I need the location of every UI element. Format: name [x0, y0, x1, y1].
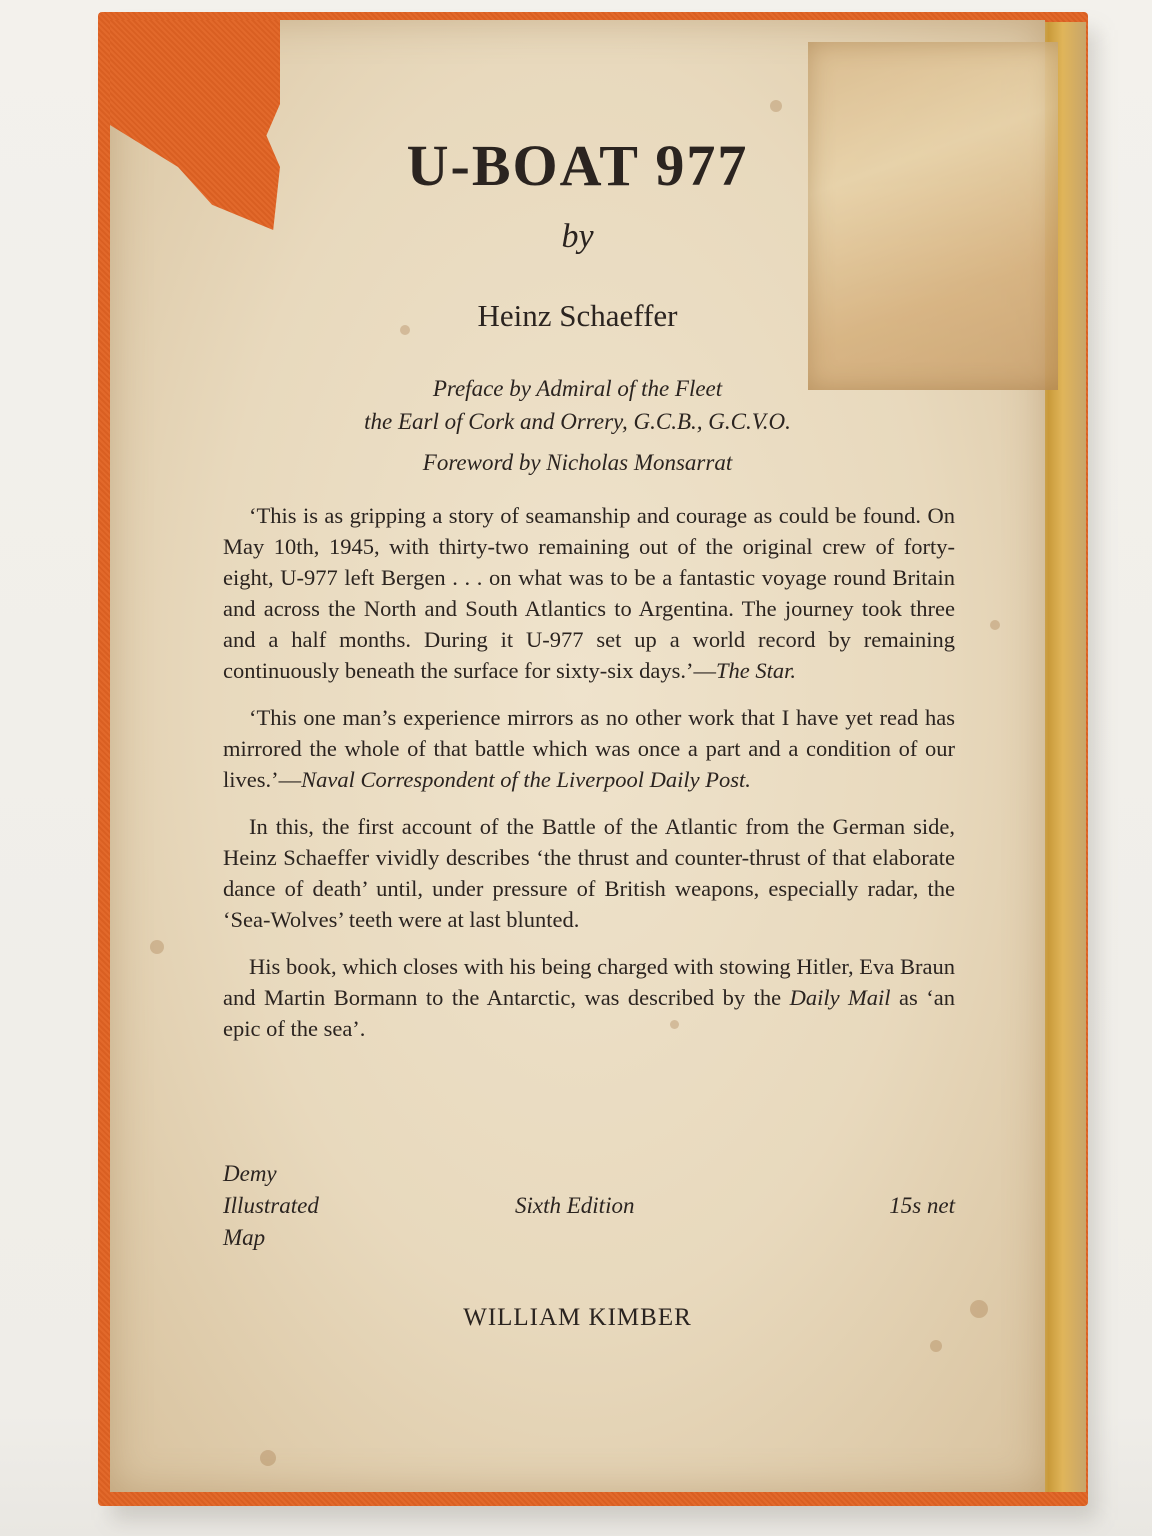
edition-label: Sixth Edition	[515, 1193, 635, 1218]
p4-daily-mail: Daily Mail	[789, 985, 891, 1010]
author-name: Heinz Schaeffer	[477, 298, 678, 333]
by-line: by	[561, 218, 594, 255]
quote-liverpool: ‘This one man’s experience mirrors as no other work that I have yet read has mirrored the whole of that battle which was once a part and a condition of our lives.’—	[223, 705, 955, 792]
blurb-paragraph-1	[223, 500, 955, 686]
source-liverpool: Naval Correspondent of the Liverpool Daily Post.	[301, 767, 751, 792]
format-map: Map	[223, 1225, 266, 1250]
format-info	[223, 1158, 319, 1254]
format-demy: Demy	[223, 1161, 277, 1186]
jacket-text	[110, 20, 1045, 1492]
p4-text-b: as ‘an epic of the sea’.	[223, 985, 955, 1041]
credits-block	[110, 372, 1045, 479]
preface-line-2: the Earl of Cork and Orrery, G.C.B., G.C.V.O.	[364, 409, 791, 434]
publisher-name: WILLIAM KIMBER	[463, 1304, 692, 1331]
preface-line-1: Preface by Admiral of the Fleet	[432, 376, 723, 401]
foreword-line: Foreword by Nicholas Monsarrat	[422, 450, 733, 475]
price-label: 15s net	[889, 1193, 955, 1218]
blurb-text	[223, 500, 955, 1060]
blurb-paragraph-2	[223, 702, 955, 795]
blurb-paragraph-4	[223, 951, 955, 1044]
blurb-paragraph-3: In this, the first account of the Battle of the Atlantic from the German side, Heinz Schaeffer vividly describes ‘the thrust and counter-thrust of that elaborate dance of death’ until, under pressure of British weapons, especially radar, the ‘Sea-Wolves’ teeth were at last blunted.	[223, 814, 955, 932]
source-star: The Star.	[716, 658, 797, 683]
book-title: U-BOAT 977	[406, 133, 749, 198]
format-illustrated: Illustrated	[223, 1193, 319, 1218]
p4-text-a: His book, which closes with his being charged with stowing Hitler, Eva Braun and Martin Bormann to the Antarctic, was described by the	[223, 954, 955, 1010]
edition-details	[223, 1158, 955, 1258]
quote-star: ‘This is as gripping a story of seamanship and courage as could be found. On May 10th, 1945, with thirty-two remaining out of the original crew of forty-eight, U-977 left Bergen . . . on what was to be a fantastic voyage round Britain and across the North and South Atlantics to Argentina. The journey took three and a half months. During it U-977 set up a world record by remaining continuously beneath the surface for sixty-six days.’—	[223, 503, 955, 683]
